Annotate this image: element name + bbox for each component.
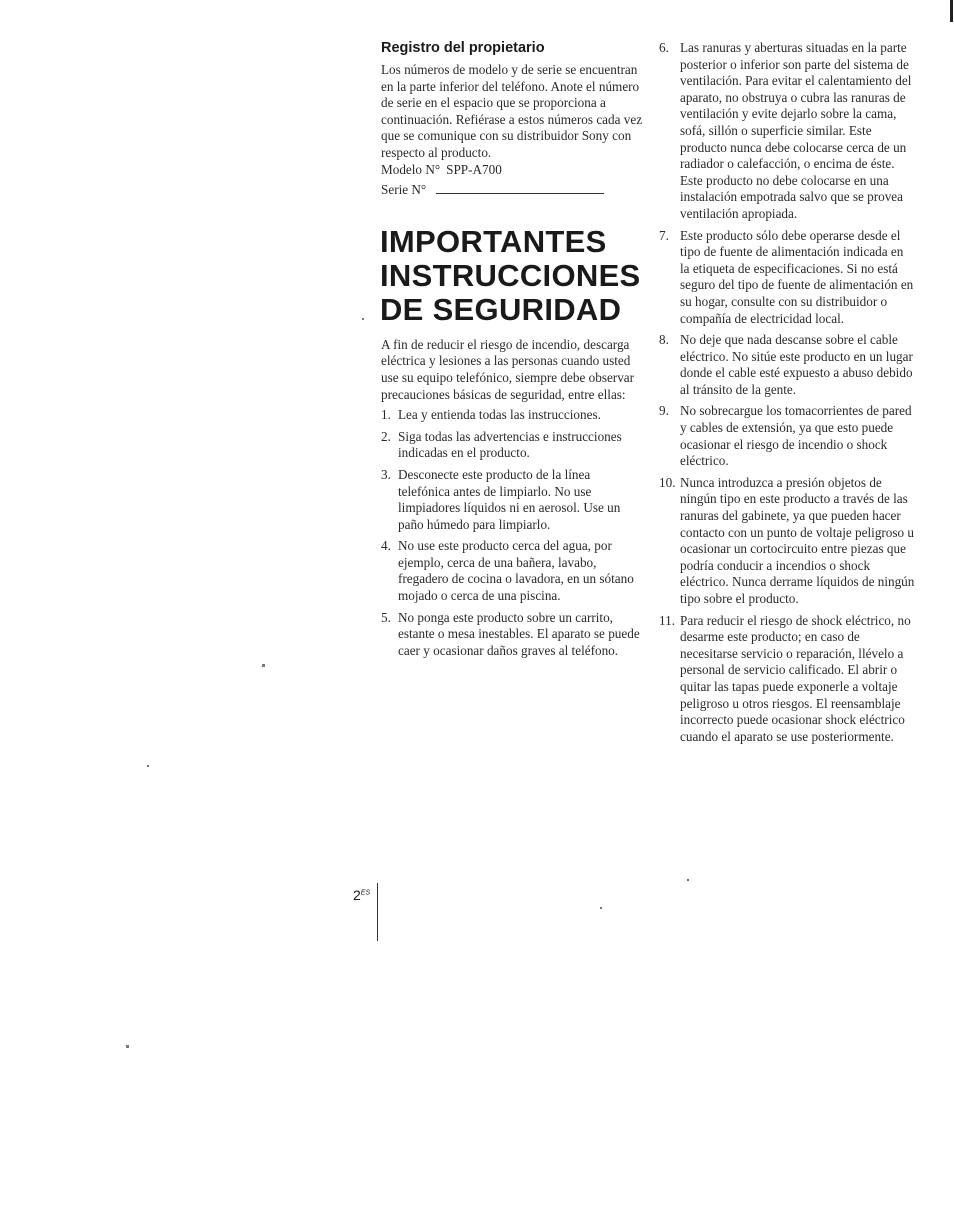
page-number-value: 2 xyxy=(353,887,361,903)
safety-item xyxy=(659,40,915,223)
page-number xyxy=(353,887,370,903)
safety-list-right xyxy=(659,40,915,745)
owner-registration-heading: Registro del propietario xyxy=(381,40,545,56)
serial-number-blank xyxy=(436,182,604,194)
safety-item-number: 10. xyxy=(659,474,676,490)
scan-speck xyxy=(126,1045,129,1048)
safety-item-text: Lea y entienda todas las instrucciones. xyxy=(398,407,601,423)
safety-item xyxy=(659,332,915,398)
safety-item-text: Siga todas las advertencias e instrucciones indicadas en el producto. xyxy=(398,428,622,461)
safety-item-text: Las ranuras y aberturas situadas en la parte posterior o inferior son parte del sistema de ventilación. Para evitar el calentamiento del aparato, no obstruya o cubra las ranuras de ventilación y evite dejarlo sobre la cama, sofá, sillón o superficie similar. Este producto nunca debe colocarse cerca de un radiador o calefacción, o encima de éste. Este producto no debe colocarse en una instalación empotrada salvo que se provea ventilación apropiada. xyxy=(680,40,912,221)
scan-edge-mark xyxy=(950,0,953,22)
safety-item-number: 9. xyxy=(659,403,669,419)
safety-item xyxy=(381,610,643,660)
safety-item xyxy=(659,228,915,328)
right-column xyxy=(659,40,915,750)
model-number-value: SPP-A700 xyxy=(446,161,502,177)
scan-speck xyxy=(147,765,149,767)
safety-item-text: Desconecte este producto de la línea telefónica antes de limpiarlo. No use limpiadores líquidos ni en aerosol. Use un paño húmedo para limpiarlo. xyxy=(398,466,621,532)
footer-vertical-rule xyxy=(377,883,378,941)
safety-item-number: 1. xyxy=(381,407,391,423)
safety-item-number: 6. xyxy=(659,40,669,55)
scan-speck xyxy=(687,879,689,881)
scan-speck xyxy=(262,664,265,667)
safety-item-number: 8. xyxy=(659,332,669,348)
page-number-suffix: ES xyxy=(360,889,371,897)
safety-item-text: No use este producto cerca del agua, por ejemplo, cerca de una bañera, lavabo, fregadero de cocina o lavadora, en un sótano mojado o cerca de una piscina. xyxy=(398,538,634,604)
model-number-label: Modelo N° xyxy=(381,161,441,177)
safety-item-number: 5. xyxy=(381,609,391,625)
owner-registration-body: Los números de modelo y de serie se encuentran en la parte inferior del teléfono. Anote el número de serie en el espacio que se proporciona a continuación. Refiérase a estos números cada vez que se comunique con su distribuidor Sony con respecto al producto. xyxy=(381,62,643,160)
safety-item-text: Nunca introduzca a presión objetos de ningún tipo en este producto a través de las ranuras del gabinete, ya que pueden hacer contacto con un punto de voltaje peligroso u ocasionar un cortocircuito entre piezas que podría conducir a incendios o shock eléctrico. Nunca derrame líquidos de ningún tipo sobre el producto. xyxy=(680,474,915,606)
serial-number-label: Serie N° xyxy=(381,182,427,198)
safety-title-line: IMPORTANTES xyxy=(380,223,607,259)
safety-title xyxy=(380,225,643,327)
safety-item-text: No deje que nada descanse sobre el cable eléctrico. No sitúe este producto en un lugar donde el cable esté expuesto a abuso debido al tránsito de la gente. xyxy=(680,332,913,397)
safety-title-line: INSTRUCCIONES xyxy=(380,257,641,293)
safety-intro: A fin de reducir el riesgo de incendio, descarga eléctrica y lesiones a las personas cuando usted use su equipo telefónico, siempre debe observar precauciones básicas de seguridad, entre ellas: xyxy=(381,336,635,402)
safety-item xyxy=(381,538,643,604)
safety-item-number: 3. xyxy=(381,466,391,482)
safety-item xyxy=(659,613,915,746)
safety-item xyxy=(381,407,643,424)
safety-item-text: Este producto sólo debe operarse desde el tipo de fuente de alimentación indicada en la etiqueta de especificaciones. Si no está seguro del tipo de fuente de alimentación en su hogar, consulte con su distribuidor o compañía de electricidad local. xyxy=(680,227,914,326)
safety-item-number: 7. xyxy=(659,227,669,243)
model-number-row xyxy=(381,162,643,179)
scan-speck xyxy=(362,318,364,320)
safety-item-number: 2. xyxy=(381,428,391,444)
safety-title-line: DE SEGURIDAD xyxy=(380,291,622,327)
safety-item-text: No sobrecargue los tomacorrientes de pared y cables de extensión, ya que esto puede ocasionar el riesgo de incendio o shock eléctrico. xyxy=(680,403,912,469)
safety-list-left xyxy=(381,407,643,659)
safety-item-number: 4. xyxy=(381,538,391,554)
safety-item xyxy=(381,467,643,533)
safety-item-number: 11. xyxy=(659,612,675,628)
left-column xyxy=(381,40,643,664)
scan-speck xyxy=(600,907,602,909)
safety-item xyxy=(659,475,915,608)
serial-number-row xyxy=(381,182,643,199)
safety-item xyxy=(659,403,915,469)
safety-item-text: No ponga este producto sobre un carrito, estante o mesa inestables. El aparato se puede caer y ocasionar daños graves al teléfono. xyxy=(398,609,640,658)
safety-item xyxy=(381,429,643,462)
safety-item-text: Para reducir el riesgo de shock eléctrico, no desarme este producto; en caso de necesitarse servicio o reparación, llévelo a personal de servicio calificado. El abrir o quitar las tapas puede exponerle a voltaje peligroso u otros riesgos. El reensamblaje incorrecto puede ocasionar shock eléctrico cuando el aparato se use posteriormente. xyxy=(680,612,911,744)
